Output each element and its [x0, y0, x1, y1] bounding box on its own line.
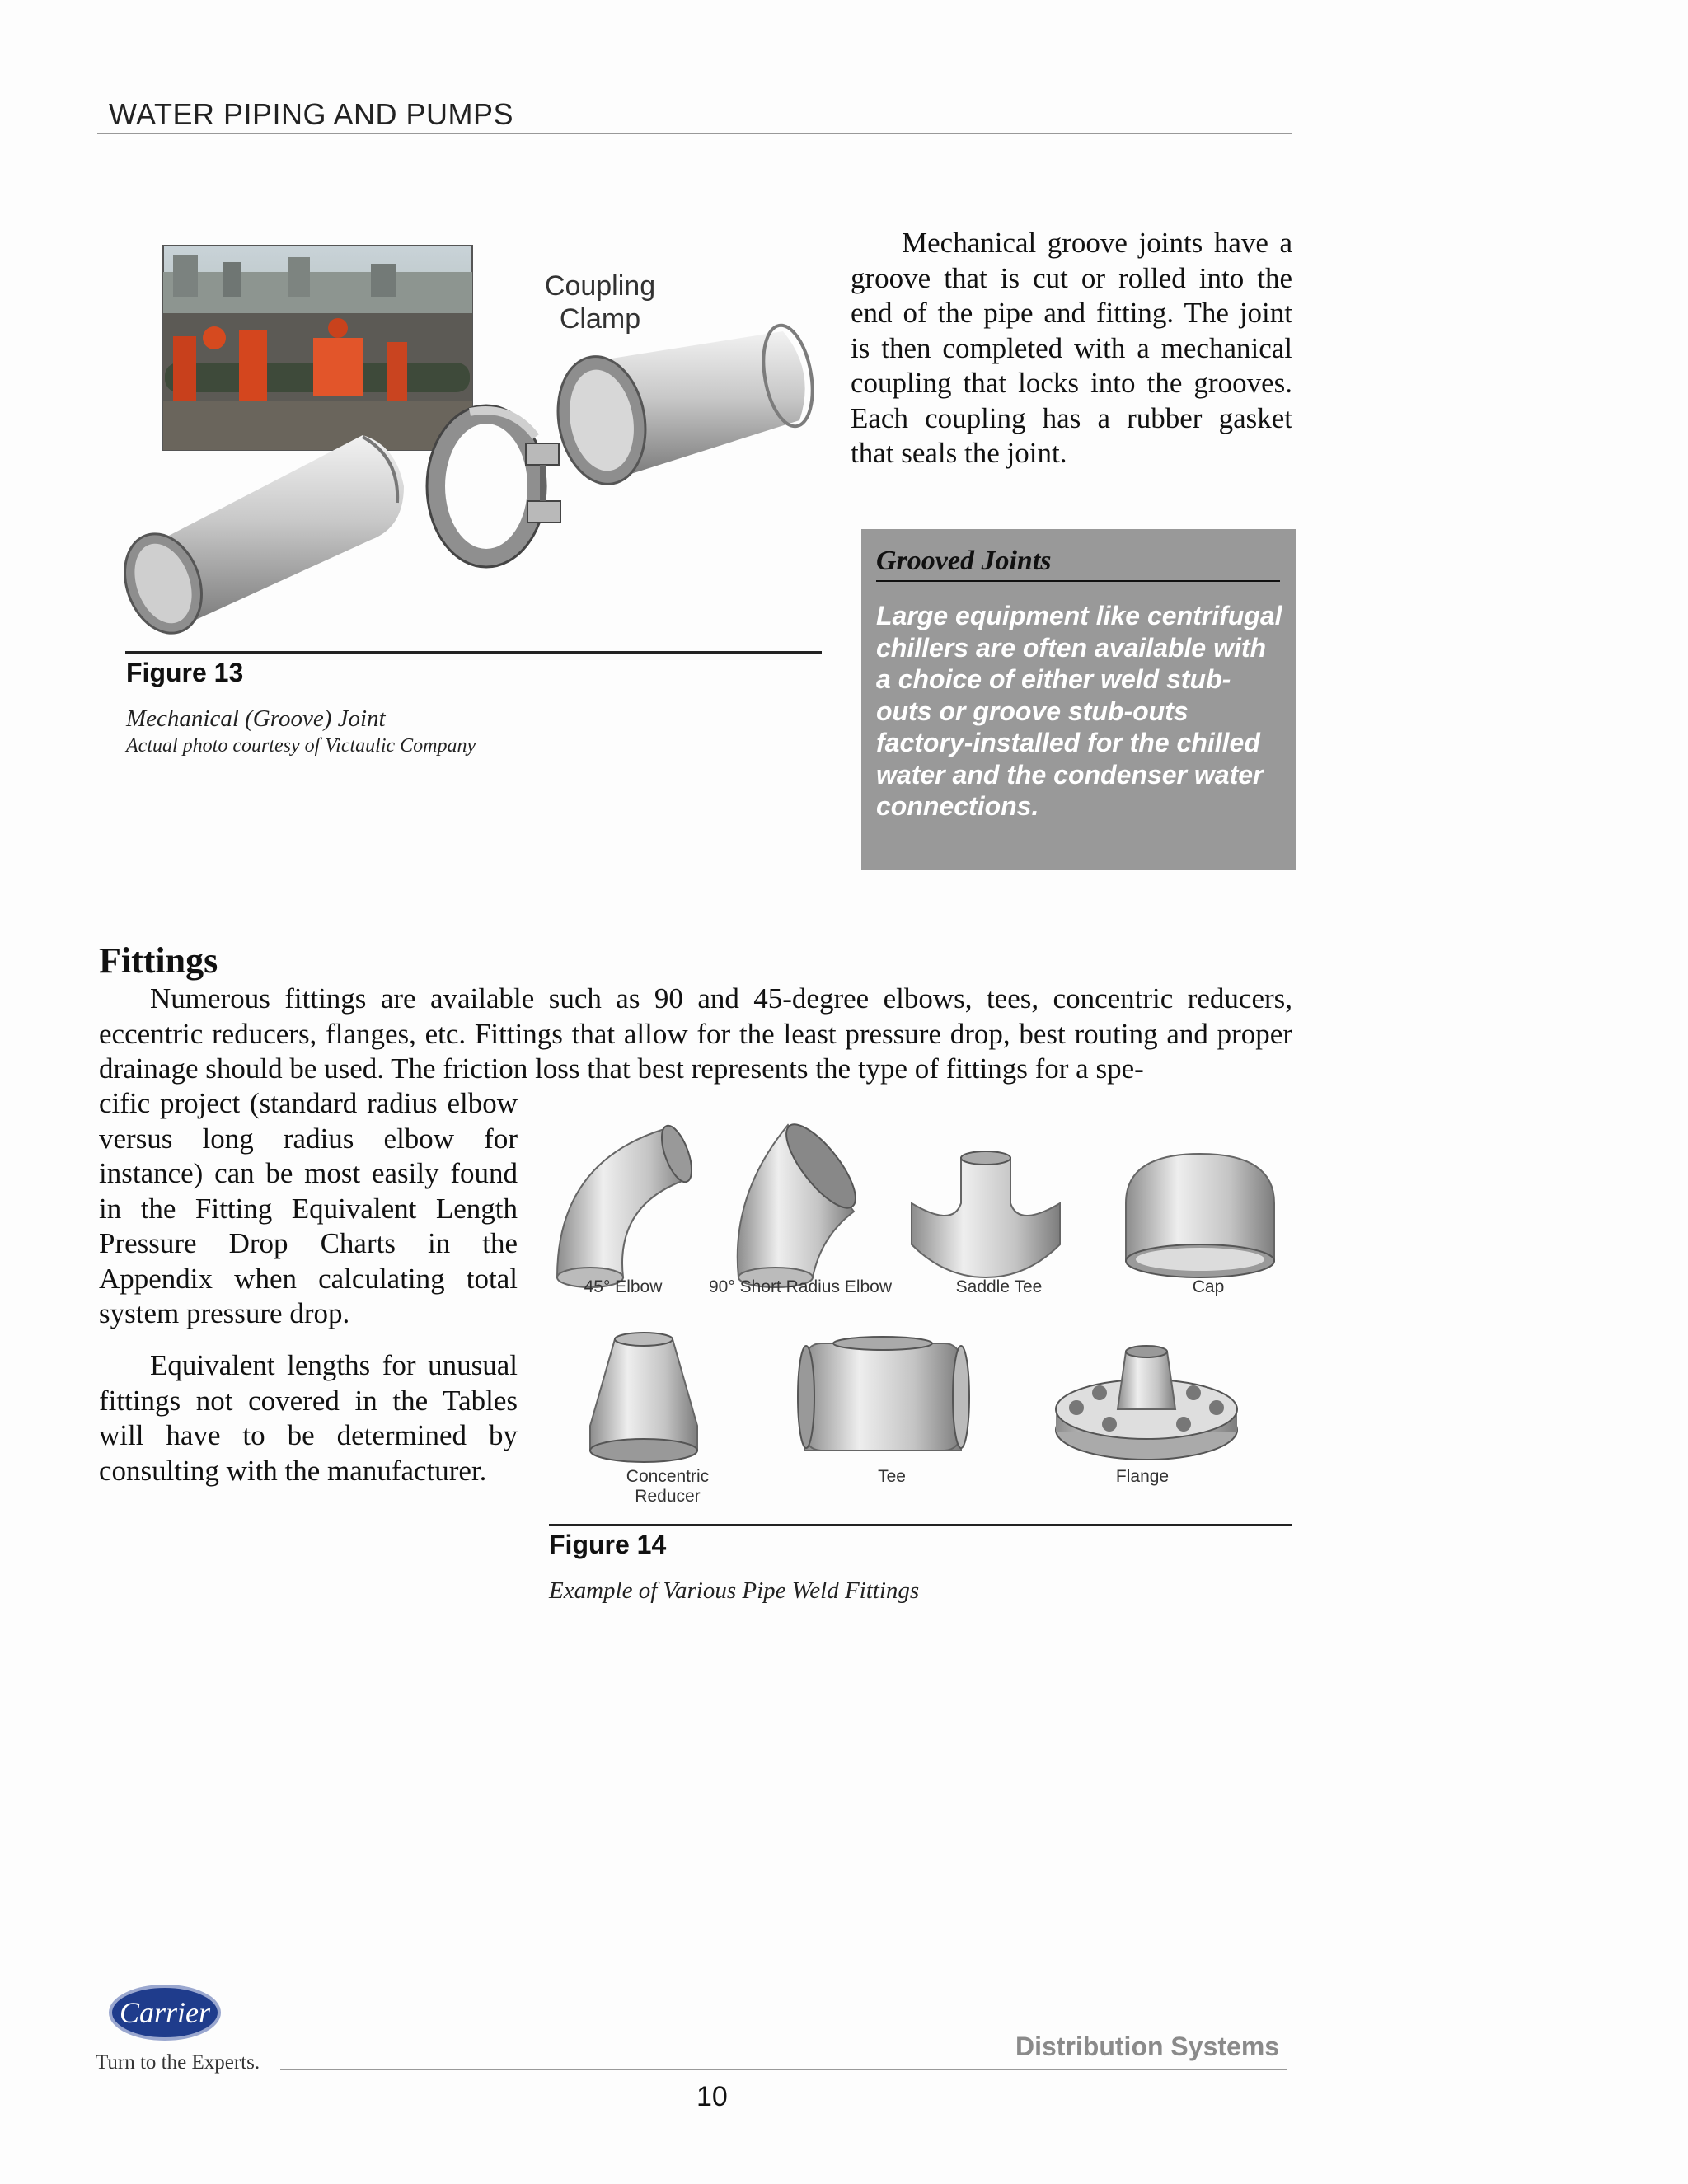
label-flange: Flange [1115, 1467, 1170, 1486]
figure-14-illustration [549, 1113, 1292, 1508]
logo-tagline: Turn to the Experts. [96, 2051, 260, 2074]
label-90-elbow: 90° Short Radius Elbow [708, 1277, 893, 1296]
right-pipe [548, 321, 819, 491]
saddle-tee-graphic [912, 1151, 1060, 1277]
clamp-label: Clamp [559, 303, 641, 335]
fittings-paragraph-equivalent: Equivalent lengths for unusual fittings not covered in the Tables will have to be determined by consulting with the manufacturer. [99, 1349, 518, 1487]
label-concentric: Concentric [626, 1467, 710, 1486]
figure-14-label: Figure 14 [549, 1530, 667, 1559]
header-rule [97, 133, 1292, 134]
label-tee: Tee [878, 1467, 906, 1486]
footer-brand: Distribution Systems [1015, 2032, 1280, 2061]
tee-graphic [798, 1337, 969, 1451]
groove-joint-paragraph: Mechanical groove joints have a groove that is cut or rolled into the end of the pipe and fitting. The joint is then completed with a mechanical coupling that locks into the grooves. Each coupling has a rubber gasket that seals the joint. [851, 227, 1292, 469]
cap-graphic [1126, 1154, 1274, 1277]
figure-14-caption: Example of Various Pipe Weld Fittings [549, 1577, 920, 1604]
elbow-45-graphic [557, 1122, 697, 1287]
elbow-90-graphic [738, 1115, 867, 1287]
sidebar-body: Large equipment like centrifugal chillers are often available with a choice of either weld stub-outs or groove stub-outs factory-installed for the chilled water and the condenser water connections. [876, 601, 1282, 821]
figure-13-credit: Actual photo courtesy of Victaulic Company [126, 735, 476, 757]
carrier-logo [91, 1978, 288, 2085]
figure-13-rule [125, 651, 822, 654]
label-reducer: Reducer [635, 1487, 701, 1506]
logo-wordmark: Carrier [119, 1996, 211, 2029]
sidebar-title: Grooved Joints [876, 546, 1280, 582]
grooved-joints-sidebar [861, 529, 1296, 870]
section-header-title: WATER PIPING AND PUMPS [109, 97, 514, 131]
label-45-elbow: 45° Elbow [584, 1277, 663, 1296]
figure-13-illustration [124, 239, 824, 635]
figure-13-caption: Mechanical (Groove) Joint [126, 705, 386, 732]
figure-14-rule [549, 1524, 1292, 1526]
concentric-reducer-graphic [590, 1333, 697, 1462]
label-cap: Cap [1192, 1277, 1225, 1296]
coupling-label: Coupling [544, 270, 656, 302]
victaulic-photo [163, 246, 472, 450]
coupling-clamp [427, 405, 560, 567]
fittings-paragraph-full: Numerous fittings are available such as 90 and 45-degree elbows, tees, concentric reducers, eccentric reducers, flanges, etc. Fittings that allow for the least pressure drop, best routing and proper drainage should be used. The friction loss that best represents the type of fittings for a spe- [99, 982, 1292, 1085]
footer-rule [280, 2069, 1287, 2070]
fittings-paragraph-left: cific project (standard radius elbow versus long radius elbow for instance) can be most easily found in the Fitting Equivalent Length Pressure Drop Charts in the Appendix when calculating total system pressure drop. [99, 1087, 518, 1329]
page-number: 10 [696, 2081, 728, 2112]
label-saddle-tee: Saddle Tee [955, 1277, 1043, 1296]
flange-graphic [1056, 1346, 1237, 1460]
left-pipe [124, 435, 404, 635]
fittings-heading: Fittings [99, 940, 218, 981]
figure-13-label: Figure 13 [126, 658, 244, 687]
